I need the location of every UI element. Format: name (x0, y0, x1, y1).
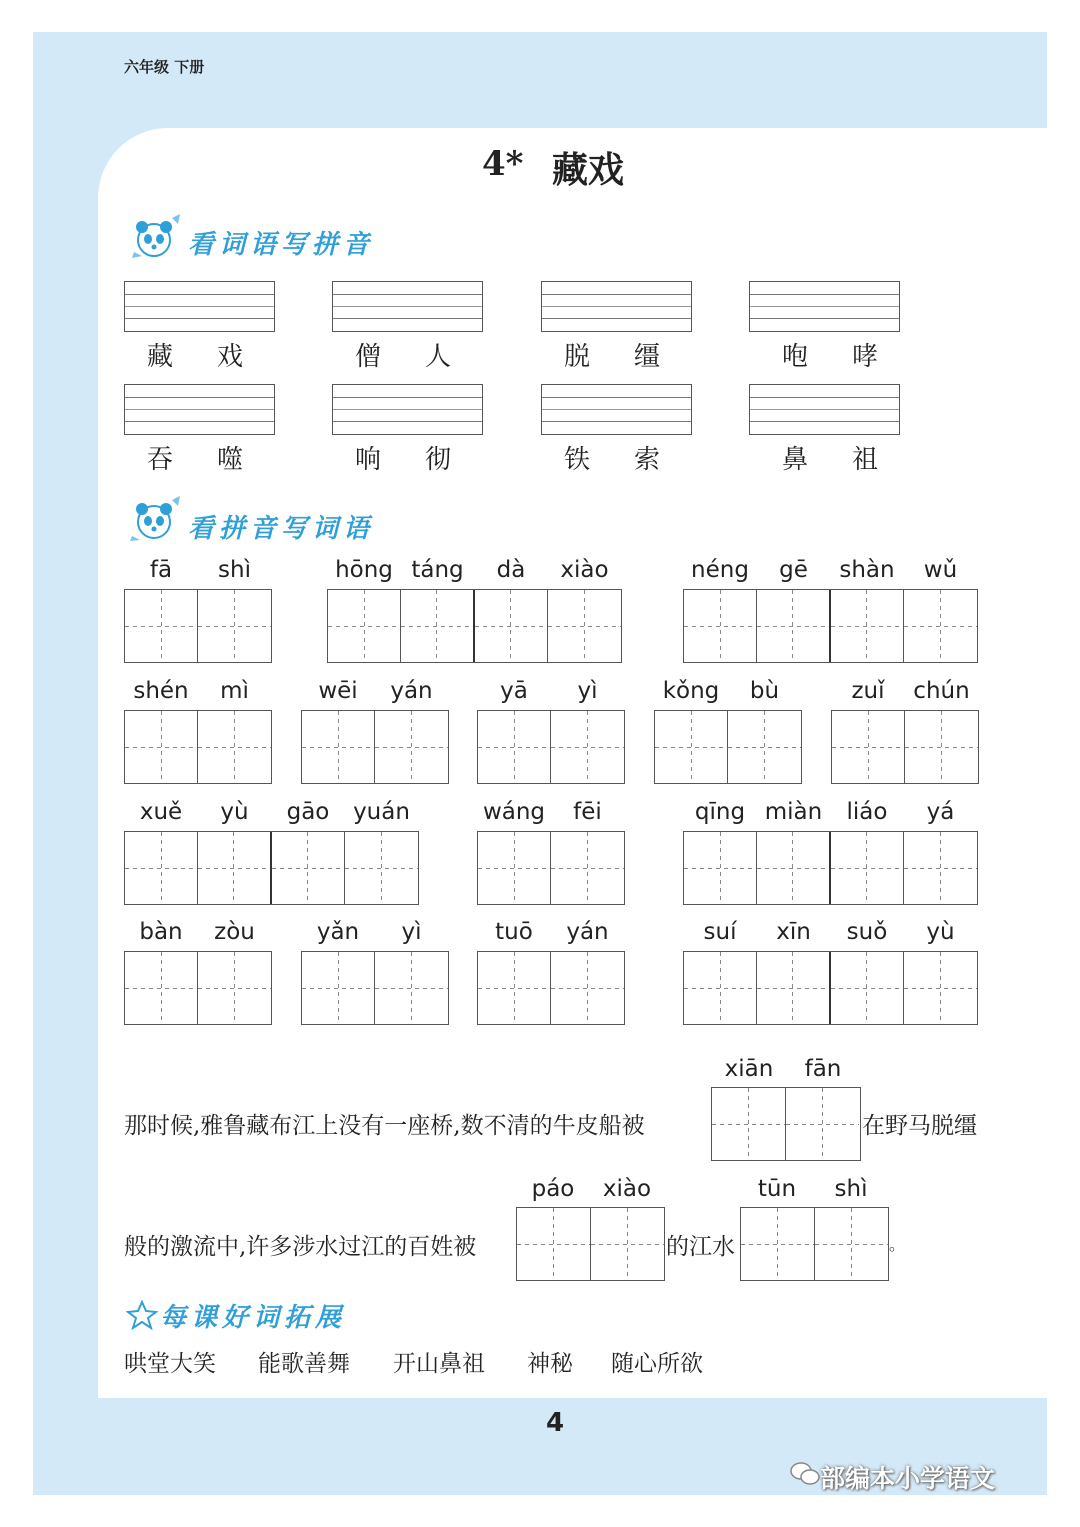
star-icon (126, 1300, 158, 1330)
pinyin-label: yù (220, 799, 249, 825)
pinyin-label: fān (804, 1056, 842, 1082)
char-cell[interactable] (655, 711, 728, 783)
pinyin-label: shàn (839, 557, 895, 583)
char-cell[interactable] (831, 832, 904, 904)
char-cell[interactable] (272, 832, 345, 904)
word-character: 藏 (146, 342, 173, 372)
pinyin-label: páo (531, 1176, 575, 1202)
pinyin-label: suí (703, 919, 737, 945)
char-cell[interactable] (198, 711, 271, 783)
char-cell[interactable] (478, 711, 551, 783)
char-cell[interactable] (832, 711, 905, 783)
char-grid[interactable] (516, 1207, 665, 1281)
char-cell[interactable] (904, 832, 977, 904)
char-grid[interactable] (301, 710, 449, 784)
pinyin-label: dà (496, 557, 526, 583)
panda-icon (128, 494, 184, 542)
char-grid[interactable] (831, 710, 979, 784)
char-cell[interactable] (125, 711, 198, 783)
section1-heading: 看词语写拼音 (188, 230, 375, 260)
char-grid[interactable] (654, 710, 802, 784)
char-cell[interactable] (831, 590, 904, 662)
word-character: 吞 (146, 445, 173, 475)
char-grid[interactable] (683, 831, 978, 905)
pinyin-writing-box[interactable] (749, 384, 900, 435)
char-grid[interactable] (711, 1087, 861, 1161)
sentence1-after: 在野马脱缰 (862, 1113, 977, 1139)
char-cell[interactable] (712, 1088, 786, 1160)
pinyin-writing-box[interactable] (332, 281, 483, 332)
char-cell[interactable] (401, 590, 474, 662)
pinyin-label: shì (834, 1176, 868, 1202)
char-grid[interactable] (683, 589, 978, 663)
word-character: 祖 (851, 445, 878, 475)
char-cell[interactable] (684, 590, 757, 662)
char-cell[interactable] (591, 1208, 665, 1280)
pinyin-writing-box[interactable] (124, 281, 275, 332)
pinyin-writing-box[interactable] (541, 384, 692, 435)
pinyin-label: liáo (846, 799, 888, 825)
pinyin-label: xiào (560, 557, 609, 583)
char-grid[interactable] (301, 951, 449, 1025)
char-grid[interactable] (740, 1207, 889, 1281)
pinyin-label: shì (218, 557, 251, 583)
pinyin-label: yǎn (316, 919, 360, 945)
char-grid[interactable] (477, 831, 625, 905)
pinyin-label: qīng (694, 799, 746, 825)
pinyin-label: gāo (286, 799, 330, 825)
pinyin-label: zòu (214, 919, 255, 945)
pinyin-label: bàn (139, 919, 183, 945)
char-cell[interactable] (548, 590, 621, 662)
extension-word: 开山鼻祖 (393, 1351, 485, 1377)
char-cell[interactable] (517, 1208, 591, 1280)
pinyin-label: chún (913, 678, 970, 704)
char-cell[interactable] (551, 832, 624, 904)
word-character: 脱 (563, 342, 590, 372)
char-cell[interactable] (478, 952, 551, 1024)
char-cell[interactable] (375, 952, 448, 1024)
char-cell[interactable] (198, 952, 271, 1024)
pinyin-writing-box[interactable] (749, 281, 900, 332)
pinyin-label: yì (401, 919, 422, 945)
pinyin-label: wáng (482, 799, 546, 825)
char-grid[interactable] (477, 710, 625, 784)
pinyin-label: wǔ (923, 557, 958, 583)
section3-heading: 每课好词拓展 (160, 1303, 347, 1333)
watermark: 部编本小学语文 (820, 1464, 996, 1493)
pinyin-label: xiào (602, 1176, 652, 1202)
wechat-icon (790, 1460, 820, 1488)
char-cell[interactable] (328, 590, 401, 662)
word-character: 噬 (216, 445, 243, 475)
pinyin-label: fā (149, 557, 173, 583)
char-grid[interactable] (327, 589, 622, 663)
pinyin-label: gē (779, 557, 808, 583)
word-character: 缰 (633, 342, 660, 372)
char-cell[interactable] (831, 952, 904, 1024)
pinyin-label: tuō (495, 919, 533, 945)
char-cell[interactable] (475, 590, 548, 662)
pinyin-label: shén (133, 678, 189, 704)
sentence2-middle: 的江水 (666, 1234, 735, 1260)
panda-icon (128, 212, 184, 260)
word-character: 人 (424, 342, 451, 372)
char-cell[interactable] (728, 711, 801, 783)
pinyin-label: zuǐ (851, 678, 885, 704)
char-cell[interactable] (551, 711, 624, 783)
char-cell[interactable] (905, 711, 978, 783)
pinyin-label: kǒng (662, 678, 720, 704)
char-cell[interactable] (478, 832, 551, 904)
pinyin-label: suǒ (846, 919, 888, 945)
pinyin-label: bù (749, 678, 780, 704)
word-character: 僧 (354, 342, 381, 372)
char-cell[interactable] (741, 1208, 815, 1280)
pinyin-label: yán (390, 678, 433, 704)
char-cell[interactable] (198, 832, 271, 904)
sentence2-before: 般的激流中,许多涉水过江的百姓被 (124, 1234, 477, 1260)
extension-word: 哄堂大笑 (124, 1351, 216, 1377)
char-grid[interactable] (124, 951, 272, 1025)
char-cell[interactable] (345, 832, 418, 904)
char-grid[interactable] (477, 951, 625, 1025)
word-character: 哮 (851, 342, 878, 372)
word-character: 咆 (781, 342, 808, 372)
sentence2-end: 。 (889, 1235, 906, 1254)
pinyin-writing-box[interactable] (124, 384, 275, 435)
word-character: 戏 (216, 342, 243, 372)
lesson-number: 4* (482, 144, 524, 184)
char-cell[interactable] (684, 952, 757, 1024)
word-character: 索 (633, 445, 660, 475)
word-character: 响 (354, 445, 381, 475)
char-cell[interactable] (302, 711, 375, 783)
char-cell[interactable] (125, 832, 198, 904)
pinyin-label: yá (926, 799, 955, 825)
char-grid[interactable] (124, 589, 272, 663)
pinyin-label: xiān (724, 1056, 774, 1082)
word-character: 彻 (424, 445, 451, 475)
char-grid[interactable] (124, 831, 419, 905)
pinyin-label: yì (577, 678, 598, 704)
extension-word: 神秘 (527, 1351, 573, 1377)
char-cell[interactable] (757, 590, 830, 662)
pinyin-label: tūn (757, 1176, 797, 1202)
pinyin-label: táng (411, 557, 464, 583)
char-cell[interactable] (125, 952, 198, 1024)
char-cell[interactable] (904, 952, 977, 1024)
char-cell[interactable] (375, 711, 448, 783)
pinyin-label: mì (220, 678, 249, 704)
pinyin-label: yán (566, 919, 609, 945)
pinyin-label: yuán (353, 799, 410, 825)
char-cell[interactable] (551, 952, 624, 1024)
pinyin-label: yā (500, 678, 528, 704)
pinyin-writing-box[interactable] (332, 384, 483, 435)
char-cell[interactable] (684, 832, 757, 904)
extension-word: 随心所欲 (611, 1351, 703, 1377)
char-grid[interactable] (683, 951, 978, 1025)
pinyin-label: xuě (139, 799, 183, 825)
pinyin-label: hōng (335, 557, 393, 583)
grade-label: 六年级 下册 (124, 58, 205, 76)
word-character: 铁 (563, 445, 590, 475)
pinyin-label: xīn (776, 919, 811, 945)
char-cell[interactable] (904, 590, 977, 662)
pinyin-label: néng (691, 557, 749, 583)
char-cell[interactable] (786, 1088, 860, 1160)
pinyin-label: yù (926, 919, 955, 945)
pinyin-label: miàn (764, 799, 823, 825)
char-cell[interactable] (757, 832, 830, 904)
char-cell[interactable] (815, 1208, 889, 1280)
char-cell[interactable] (757, 952, 830, 1024)
section2-heading: 看拼音写词语 (188, 514, 375, 544)
page-number: 4 (545, 1408, 565, 1438)
char-grid[interactable] (124, 710, 272, 784)
sentence1-before: 那时候,雅鲁藏布江上没有一座桥,数不清的牛皮船被 (124, 1113, 645, 1139)
char-cell[interactable] (302, 952, 375, 1024)
lesson-title: 藏戏 (552, 149, 625, 191)
extension-word: 能歌善舞 (258, 1351, 350, 1377)
word-character: 鼻 (781, 445, 808, 475)
char-cell[interactable] (198, 590, 271, 662)
pinyin-label: fēi (573, 799, 602, 825)
char-cell[interactable] (125, 590, 198, 662)
pinyin-label: wēi (318, 678, 358, 704)
pinyin-writing-box[interactable] (541, 281, 692, 332)
